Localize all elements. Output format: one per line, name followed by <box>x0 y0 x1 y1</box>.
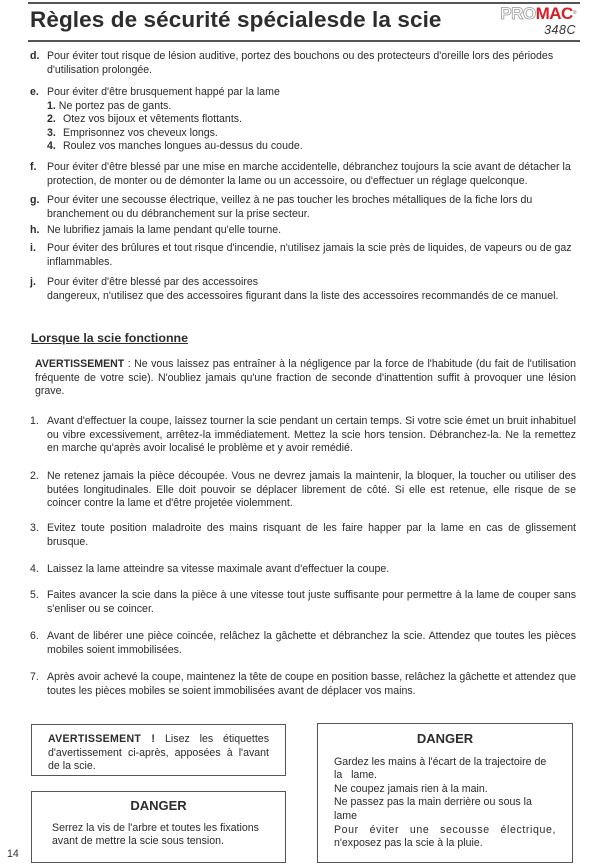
rule-marker: f. <box>30 161 37 173</box>
rule-item-j <box>30 276 576 303</box>
rule-marker: d. <box>30 50 40 62</box>
section-title: Lorsque la scie fonctionne <box>31 331 188 345</box>
rule-item-g <box>30 194 576 221</box>
page-title: Règles de sécurité spécialesde la scie <box>30 7 442 32</box>
warning-text: : Ne vous laissez pas entraîner à la négligence par la force de l'habitude (du fait de l'utilisation fréquente de votre scie). N'oubliez jamais qu'une fraction de seconde d'inattention suffit à provoquer une lésion grave. <box>35 358 576 398</box>
step-6: 6. Avant de libérer une pièce coincée, relâchez la gâchette et débranchez la scie. Attendez que toutes les pièces mobiles soient immobilisées. <box>30 630 576 656</box>
step-2: 2. Ne retenez jamais la pièce découpée. Vous ne devrez jamais la maintenir, la bloquer, la toucher ou utiliser des butées longitudinales. Elle doit pouvoir se déplacer librement de côté. Si elle est retenue, elle risque de se coincer contre la lame et d'être projetée violemment. <box>30 470 576 510</box>
rule-item-d <box>30 50 576 77</box>
rule-item-e <box>30 86 576 154</box>
danger-line: Gardez les mains à l'écart de la trajectoire de la lame. <box>334 755 550 782</box>
step-4: 4. Laissez la lame atteindre sa vitesse maximale avant d'effectuer la coupe. <box>30 563 390 575</box>
rule-marker: i. <box>30 242 36 254</box>
step-1: 1. Avant d'effectuer la coupe, laissez tourner la scie pendant un certain temps. Si votre scie émet un bruit inhabituel ou vibre excessivement, arrêtez-la immédiatement. Mettez la scie hors tension. Débranchez-la. Ne la remettez en marche qu'après avoir localisé le problème et y avoir remédié. <box>30 415 576 455</box>
rule-text: Pour éviter d'être blessé par une mise en marche accidentelle, débranchez toujours la scie avant de détacher la protection, de monter ou de démonter la lame ou un accessoire, ou d'effectuer un réglage quelconque. <box>47 161 571 187</box>
model-number: 348C <box>544 23 576 37</box>
rule-text: Pour éviter une secousse électrique, veillez à ne pas toucher les broches métalliques de la fiche lors du branchement ou du débranchement sur la prise secteur. <box>47 194 533 220</box>
brand-name: PROMAC® <box>500 4 576 23</box>
header-rule-bottom <box>28 40 580 42</box>
rule-item-i <box>30 242 576 269</box>
danger-box-right <box>317 723 573 863</box>
danger-text: Serrez la vis de l'arbre et toutes les fixations avant de mettre la scie sous tension. <box>52 821 259 848</box>
warning-labels-box <box>31 724 286 776</box>
step-5: 5. Faites avancer la scie dans la pièce à une vitesse tout juste suffisante pour permettre à la lame de couper sans s'enliser ou se coincer. <box>30 589 576 615</box>
warning-label: AVERTISSEMENT <box>35 358 125 370</box>
promac-logo <box>500 5 576 37</box>
rule-text: Ne lubrifiez jamais la lame pendant qu'elle tourne. <box>47 224 282 236</box>
rule-item-f <box>30 161 576 188</box>
step-3: 3. Evitez toute position maladroite des mains risquant de les faire happer par la lame en cas de glissement brusque. <box>30 522 576 548</box>
rule-marker: h. <box>30 224 40 236</box>
rule-marker: e. <box>30 86 39 98</box>
danger-title: DANGER <box>416 731 474 746</box>
rule-marker: j. <box>30 276 36 288</box>
sub-item: 3. Emprisonnez vos cheveux longs. <box>47 126 218 139</box>
rule-text: Pour éviter des brûlures et tout risque d'incendie, n'utilisez jamais la scie près de liquides, de vapeurs ou de gaz inflammables. <box>47 242 572 268</box>
rule-item-h <box>30 224 576 238</box>
danger-box-left <box>31 791 286 863</box>
box-warning-label: AVERTISSEMENT ! <box>48 733 156 745</box>
rule-text-line1: Pour éviter d'être blessé par des accessoires <box>47 276 259 288</box>
rule-text: Pour éviter d'être brusquement happé par la lame <box>47 86 280 98</box>
danger-line: n'exposez pas la scie à la pluie. <box>334 837 483 850</box>
danger-title: DANGER <box>130 798 187 813</box>
operation-warning <box>35 358 576 399</box>
rule-marker: g. <box>30 194 40 206</box>
danger-line: Pour éviter une secousse électrique, <box>334 823 556 836</box>
sub-item: 4. Roulez vos manches longues au-dessus du coude. <box>47 140 303 153</box>
rule-text-line2: dangereux, n'utilisez que des accessoires figurant dans la liste des accessoires recommandés de ce manuel. <box>47 289 559 302</box>
rule-text: Pour éviter tout risque de lésion auditive, portez des bouchons ou des protecteurs d'oreille lors des périodes d'utilisation prolongée. <box>47 50 554 76</box>
sub-item: 1. Ne portez pas de gants. <box>47 99 172 112</box>
danger-line: Ne passez pas la main derrière ou sous la lame <box>334 796 532 822</box>
step-7: 7. Après avoir achevé la coupe, maintenez la tête de coupe en position basse, relâchez la gâchette et attendez que toutes les pièces mobiles se soient immobilisées avant de déplacer vos mains. <box>30 671 576 697</box>
header-rule-top <box>28 2 580 4</box>
danger-line: Ne coupez jamais rien à la main. <box>334 782 488 795</box>
box-warning-text: Lisez les étiquettes d'avertissement ci-après, apposées à l'avant de la scie. <box>48 733 269 773</box>
sub-item: 2. Otez vos bijoux et vêtements flottants. <box>47 113 243 126</box>
page-number: 14 <box>7 848 19 860</box>
